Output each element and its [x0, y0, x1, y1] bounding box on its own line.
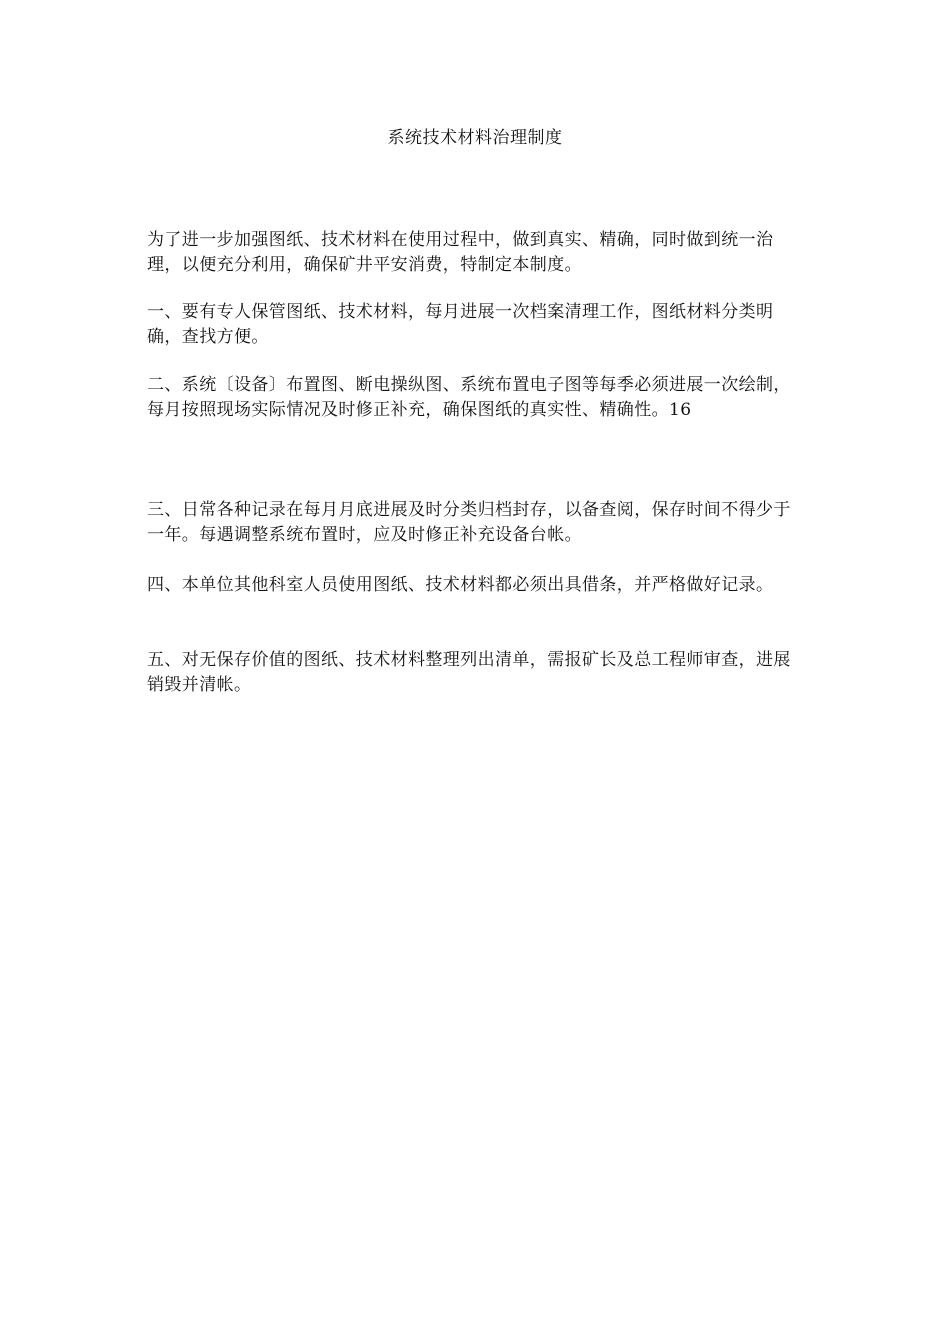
clause-5-paragraph: 五、对无保存价值的图纸、技术材料整理列出清单，需报矿长及总工程师审查，进展销毁并清帐。	[147, 650, 791, 695]
clause-4-paragraph: 四、本单位其他科室人员使用图纸、技术材料都必须出具借条，并严格做好记录。	[147, 575, 774, 595]
intro-paragraph: 为了进一步加强图纸、技术材料在使用过程中，做到真实、精确，同时做到统一治理，以便充分利用，确保矿井平安消费，特制定本制度。	[147, 230, 774, 275]
clause-3-paragraph: 三、日常各种记录在每月月底进展及时分类归档封存，以备查阅，保存时间不得少于一年。每遇调整系统布置时，应及时修正补充设备台帐。	[147, 500, 791, 545]
clause-1-paragraph: 一、要有专人保管图纸、技术材料，每月进展一次档案清理工作，图纸材料分类明确，查找方便。	[147, 302, 774, 347]
document-title: 系统技术材料治理制度	[387, 128, 563, 148]
clause-2-paragraph: 二、系统〔设备〕布置图、断电操纵图、系统布置电子图等每季必须进展一次绘制，每月按照现场实际情况及时修正补充，确保图纸的真实性、精确性。16	[147, 375, 791, 420]
